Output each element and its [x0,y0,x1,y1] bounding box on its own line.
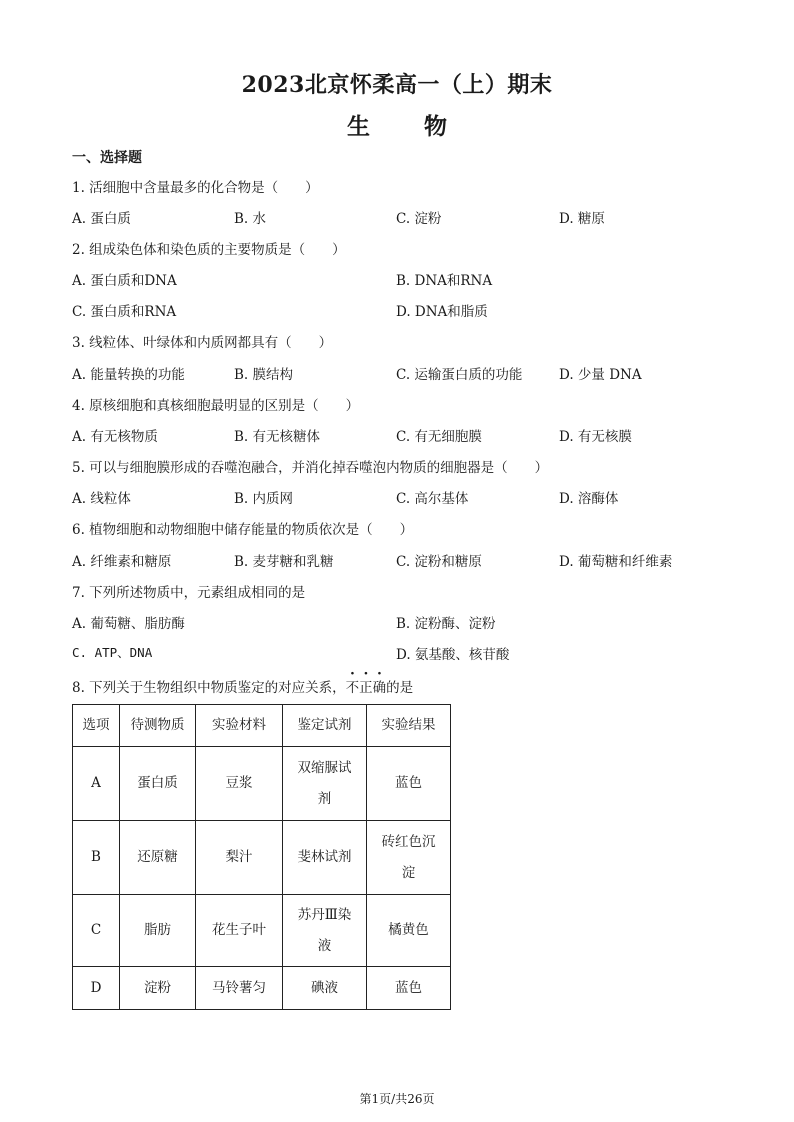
table-header-row [73,705,451,747]
question-2-option-d: D. DNA和脂质 [396,304,488,320]
emphasis-char-1: 不 [345,680,360,696]
table-cell-option: A [73,747,120,821]
table-header-cell: 实验材料 [196,705,283,747]
identification-table [72,704,451,1010]
question-6-stem: 6. 植物细胞和动物细胞中储存能量的物质依次是（ ） [72,522,414,538]
question-8-stem [72,676,413,696]
table-header-cell: 实验结果 [367,705,451,747]
table-cell-material: 花生子叶 [196,895,283,967]
question-1-stem: 1. 活细胞中含量最多的化合物是（ ） [72,180,319,196]
question-7-option-c: C. ATP、DNA [72,645,153,660]
table-header-cell: 鉴定试剂 [283,705,367,747]
question-8-stem-pre: 8. 下列关于生物组织中物质鉴定的对应关系， [72,680,346,696]
question-4-option-a: A. 有无核物质 [72,429,158,445]
table-cell-option: C [73,895,120,967]
page-number: 第1页/共26页 [359,1092,435,1106]
emphasis-char-3: 确 [372,680,387,696]
question-6-option-d: D. 葡萄糖和纤维素 [559,554,673,570]
question-2-option-a: A. 蛋白质和DNA [72,273,177,289]
table-cell-material: 梨汁 [196,821,283,895]
table-cell-substance: 蛋白质 [120,747,196,821]
page-title: 2023北京怀柔高一（上）期末 [241,72,553,98]
question-1-option-c: C. 淀粉 [396,211,442,227]
question-5-option-c: C. 高尔基体 [396,491,469,507]
table-cell-result [367,967,451,1010]
result-line-1: 蓝色 [395,979,422,996]
table-row [73,967,451,1010]
table-cell-reagent [283,747,367,821]
question-7-option-d: D. 氨基酸、核苷酸 [396,647,510,663]
question-4-option-b: B. 有无核糖体 [234,429,321,445]
emphasis-char-2: 正 [359,680,373,696]
question-1-option-a: A. 蛋白质 [72,211,131,227]
table-cell-result [367,895,451,967]
question-1-option-d: D. 糖原 [559,211,605,227]
table-cell-reagent [283,895,367,967]
result-line-2: 淀 [401,864,416,881]
table-cell-option: D [73,967,120,1010]
table-cell-result [367,747,451,821]
question-4-option-d: D. 有无核膜 [559,429,632,445]
question-6-option-a: A. 纤维素和糖原 [72,554,172,570]
question-8-stem-post: 的是 [386,680,414,696]
question-6-option-c: C. 淀粉和糖原 [396,554,482,570]
question-3-option-b: B. 膜结构 [234,367,294,383]
reagent-line-1: 碘液 [311,979,338,996]
result-line-1: 蓝色 [395,775,422,791]
table-cell-reagent [283,967,367,1010]
subject-char-2: 物 [424,113,447,140]
subject-char-1: 生 [347,113,370,140]
question-3-option-c: C. 运输蛋白质的功能 [396,367,523,383]
question-5-stem: 5. 可以与细胞膜形成的吞噬泡融合，并消化掉吞噬泡内物质的细胞器是（ ） [72,460,549,476]
result-line-1: 橘黄色 [388,922,429,938]
table-header-cell: 选项 [73,705,120,747]
table-cell-substance: 脂肪 [120,895,196,967]
question-7-option-a: A. 葡萄糖、脂肪酶 [72,616,185,632]
question-3-option-a: A. 能量转换的功能 [72,367,185,383]
table-cell-result [367,821,451,895]
table-cell-reagent [283,821,367,895]
reagent-line-1: 苏丹Ⅲ染 [297,906,352,923]
reagent-line-1: 斐林试剂 [297,849,352,865]
question-7-option-b: B. 淀粉酶、淀粉 [396,616,496,632]
table-row [73,821,451,895]
reagent-line-1: 双缩脲试 [297,759,352,776]
reagent-line-2: 液 [317,937,332,954]
question-5-option-d: D. 溶酶体 [559,491,619,507]
section-title: 一、选择题 [72,150,142,166]
question-5-option-b: B. 内质网 [234,491,294,507]
question-2-stem: 2. 组成染色体和染色质的主要物质是（ ） [72,242,346,258]
question-6-option-b: B. 麦芽糖和乳糖 [234,554,334,570]
table-row [73,747,451,821]
table-cell-option: B [73,821,120,895]
question-1-option-b: B. 水 [234,211,267,227]
subject-heading [0,108,794,141]
reagent-line-2: 剂 [317,790,332,807]
question-7-stem: 7. 下列所述物质中，元素组成相同的是 [72,585,306,601]
question-4-option-c: C. 有无细胞膜 [396,429,482,445]
result-line-1: 砖红色沉 [381,833,436,850]
question-4-stem: 4. 原核细胞和真核细胞最明显的区别是（ ） [72,398,360,414]
question-2-option-b: B. DNA和RNA [396,273,493,289]
table-cell-material: 豆浆 [196,747,283,821]
question-2-option-c: C. 蛋白质和RNA [72,304,177,320]
table-header-cell: 待测物质 [120,705,196,747]
table-cell-substance: 还原糖 [120,821,196,895]
table-cell-substance: 淀粉 [120,967,196,1010]
question-5-option-a: A. 线粒体 [72,491,131,507]
table-cell-material: 马铃薯匀 [196,967,283,1010]
question-3-option-d: D. 少量 DNA [559,367,642,383]
question-3-stem: 3. 线粒体、叶绿体和内质网都具有（ ） [72,335,333,351]
table-row [73,895,451,967]
